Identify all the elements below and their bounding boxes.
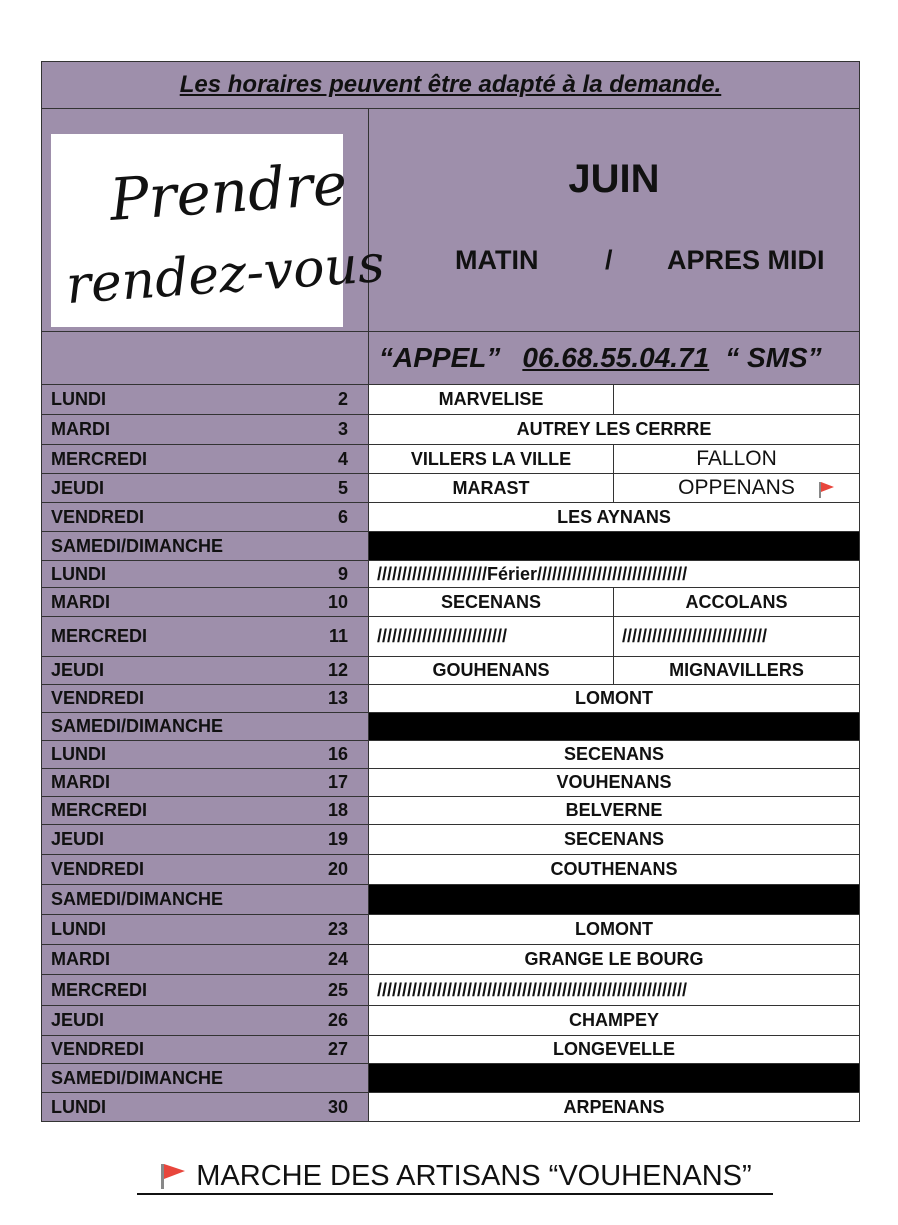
day-cell [42,945,369,974]
location-cell: ARPENANS [369,1093,859,1121]
day-date: 30 [327,1096,348,1117]
call-label: “APPEL” [379,342,501,373]
day-cell [42,445,369,473]
day-date: 13 [327,688,348,708]
day-name: MARDI [51,772,110,792]
table-row [42,1064,859,1093]
table-row [42,474,859,503]
afternoon-location-text: FALLON [696,447,777,470]
location-cell: LES AYNANS [369,503,859,531]
day-date: 23 [327,919,348,939]
day-name: MERCREDI [51,626,148,646]
location-cell: //////////////////////Férier////////////////////////////// [369,561,859,587]
location-cell: VOUHENANS [369,769,859,796]
location-cell: COUTHENANS [369,855,859,884]
table-row [42,1093,859,1121]
table-row [42,825,859,855]
day-date: 5 [337,477,348,498]
table-row [42,797,859,825]
day-cell [42,975,369,1005]
location-cell: SECENANS [369,741,859,768]
logo-line-1: Prendre [107,149,350,234]
afternoon-location-cell [614,657,859,684]
day-name: JEUDI [51,1010,105,1030]
location-cell: GRANGE LE BOURG [369,945,859,974]
day-cell [42,1036,369,1063]
day-date: 24 [327,949,348,969]
afternoon-label: APRES MIDI [667,245,825,275]
afternoon-location-cell [614,385,859,414]
afternoon-location-cell [614,474,859,502]
day-cell [42,855,369,884]
day-date: 4 [337,448,348,469]
table-row [42,532,859,561]
day-date: 25 [327,979,348,1000]
day-date: 6 [337,506,348,527]
header-left [42,109,387,331]
table-row [42,415,859,445]
day-name: MERCREDI [51,800,148,820]
table-row [42,385,859,415]
header-right [369,109,859,331]
appointment-logo-graphic [51,134,387,327]
red-flag-icon [158,1162,188,1190]
location-cell: ////////////////////////////////////////////////////////////// [369,975,859,1005]
weekend-block [369,532,859,560]
weekend-block [369,713,859,740]
day-cell [42,1093,369,1121]
day-cell [42,713,369,740]
day-cell [42,741,369,768]
day-name: SAMEDI/DIMANCHE [51,1067,224,1088]
location-cell: LOMONT [369,685,859,712]
afternoon-location-cell [614,588,859,616]
contact-left-empty [42,332,369,384]
day-cell [42,474,369,502]
day-cell [42,385,369,414]
morning-location-cell: GOUHENANS [369,657,614,684]
table-row [42,445,859,474]
day-name: SAMEDI/DIMANCHE [51,889,224,909]
weekend-block [369,1064,859,1092]
header-block [42,109,859,332]
day-name: VENDREDI [51,506,145,527]
day-cell [42,503,369,531]
afternoon-location-text: OPPENANS [678,476,795,499]
morning-location-cell: ////////////////////////// [369,617,614,656]
day-date: 20 [327,859,348,879]
red-flag-icon [817,481,835,499]
morning-location-cell: MARAST [369,474,614,502]
table-row [42,885,859,915]
day-name: SAMEDI/DIMANCHE [51,716,224,736]
morning-label: MATIN [455,245,539,275]
table-row [42,1036,859,1064]
morning-location-cell: VILLERS LA VILLE [369,445,614,473]
day-cell [42,1006,369,1035]
day-date: 12 [327,660,348,680]
day-name: MARDI [51,591,110,612]
phone-number[interactable]: 06.68.55.04.71 [522,342,710,373]
afternoon-location-text: MIGNAVILLERS [669,660,804,680]
day-date: 19 [327,829,348,849]
day-cell [42,825,369,854]
day-name: LUNDI [51,389,106,409]
day-name: JEUDI [51,660,105,680]
day-date: 11 [328,626,348,646]
notice-text: Les horaires peuvent être adapté à la demande. [179,71,722,98]
table-row [42,945,859,975]
location-cell: AUTREY LES CERRRE [369,415,859,444]
day-date: 26 [327,1010,348,1030]
day-name: MERCREDI [51,448,148,469]
day-date: 27 [327,1039,348,1059]
afternoon-location-text: ///////////////////////////// [622,626,768,646]
logo-line-2: rendez-vous [64,233,387,317]
day-name: LUNDI [51,563,106,584]
day-cell [42,685,369,712]
day-cell [42,1064,369,1092]
day-cell [42,561,369,587]
day-date: 18 [327,800,348,820]
day-date: 10 [327,591,348,612]
day-date: 17 [327,772,348,792]
table-row [42,741,859,769]
weekend-block [369,885,859,914]
table-row [42,769,859,797]
contact-info [369,332,859,384]
day-name: MARDI [51,419,110,439]
table-row [42,685,859,713]
table-row [42,975,859,1006]
footer-text: MARCHE DES ARTISANS “VOUHENANS” [196,1159,752,1192]
schedule-sheet [41,61,860,1122]
table-row [42,503,859,532]
location-cell: BELVERNE [369,797,859,824]
afternoon-location-cell [614,617,859,656]
day-name: VENDREDI [51,688,145,708]
table-row [42,1006,859,1036]
period-separator: / [605,245,613,275]
day-cell [42,588,369,616]
footer-note [137,1159,773,1195]
day-date: 16 [327,744,348,764]
day-name: MARDI [51,949,110,969]
location-cell: SECENANS [369,825,859,854]
notice-banner [42,62,859,109]
day-name: SAMEDI/DIMANCHE [51,535,224,556]
location-cell: LOMONT [369,915,859,944]
table-row [42,855,859,885]
day-cell [42,657,369,684]
day-name: VENDREDI [51,859,145,879]
morning-location-cell: SECENANS [369,588,614,616]
contact-row [42,332,859,385]
table-row [42,915,859,945]
day-cell [42,769,369,796]
day-cell [42,797,369,824]
day-name: LUNDI [51,1096,106,1117]
day-cell [42,532,369,560]
day-date: 2 [337,389,348,409]
day-cell [42,617,369,656]
day-cell [42,885,369,914]
month-title: JUIN [568,157,660,201]
day-date: 3 [337,419,348,439]
day-date: 9 [337,563,348,584]
schedule-rows [42,385,859,1121]
sms-label: “ SMS” [725,342,822,373]
morning-location-cell: MARVELISE [369,385,614,414]
table-row [42,561,859,588]
day-name: MERCREDI [51,979,148,1000]
table-row [42,588,859,617]
day-cell [42,915,369,944]
day-cell [42,415,369,444]
day-name: LUNDI [51,744,106,764]
afternoon-location-cell [614,445,859,473]
table-row [42,617,859,657]
location-cell: LONGEVELLE [369,1036,859,1063]
appointment-logo [51,134,387,327]
afternoon-location-text: ACCOLANS [685,591,788,612]
table-row [42,713,859,741]
day-name: JEUDI [51,477,105,498]
table-row [42,657,859,685]
day-name: LUNDI [51,919,106,939]
location-cell: CHAMPEY [369,1006,859,1035]
day-name: VENDREDI [51,1039,145,1059]
day-name: JEUDI [51,829,105,849]
